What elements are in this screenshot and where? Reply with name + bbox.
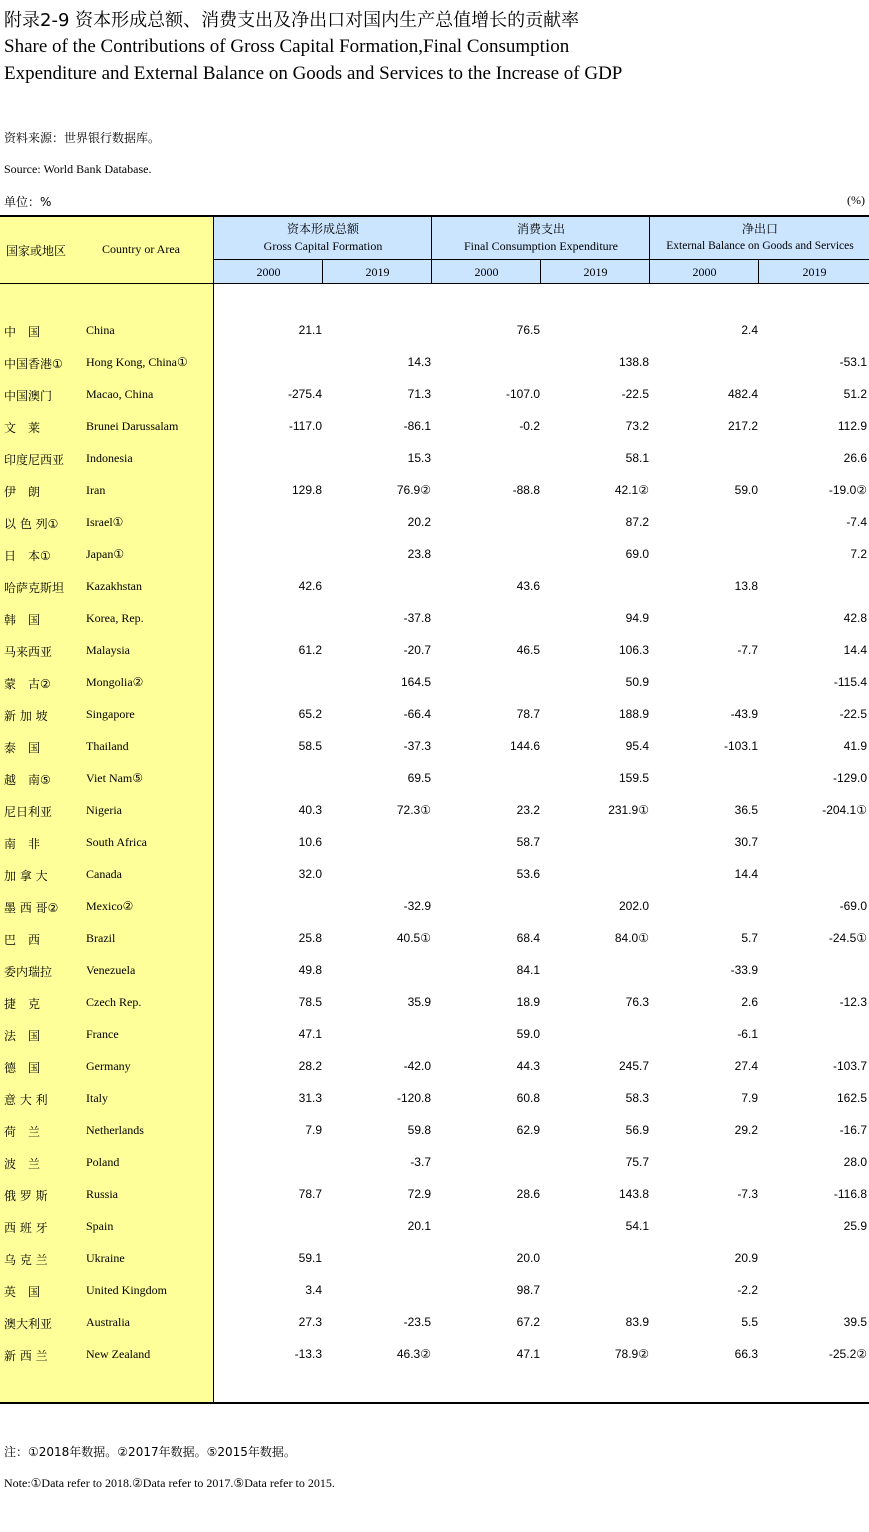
- group-header-consumption: [431, 217, 650, 259]
- year-header: 2000: [649, 259, 759, 284]
- value-cell: -43.9: [730, 707, 758, 721]
- value-cell: 5.7: [741, 931, 758, 945]
- value-cell: 51.2: [843, 387, 867, 401]
- country-name-en: Japan①: [86, 547, 125, 561]
- table-row: [0, 891, 869, 923]
- value-cell: 2.4: [741, 323, 758, 337]
- value-cell: 159.5: [618, 771, 649, 785]
- value-cell: 66.3: [734, 1347, 758, 1361]
- value-cell: 30.7: [734, 835, 758, 849]
- value-cell: -53.1: [839, 355, 867, 369]
- year-header: 2019: [540, 259, 650, 284]
- value-cell: 2.6: [741, 995, 758, 1009]
- value-cell: 144.6: [509, 739, 540, 753]
- value-cell: 129.8: [291, 483, 322, 497]
- group-header-cn: 净出口: [741, 222, 778, 236]
- value-cell: -2.2: [737, 1283, 758, 1297]
- value-cell: 35.9: [407, 995, 431, 1009]
- country-name-en: Kazakhstan: [86, 579, 142, 593]
- value-cell: 15.3: [407, 451, 431, 465]
- country-name-en: Israel①: [86, 515, 124, 529]
- value-cell: 71.3: [407, 387, 431, 401]
- table-bottom-rule: [0, 1402, 869, 1404]
- value-cell: 27.4: [734, 1059, 758, 1073]
- value-cell: 42.8: [843, 611, 867, 625]
- value-cell: -23.5: [403, 1315, 431, 1329]
- year-header: 2000: [431, 259, 541, 284]
- value-cell: -129.0: [832, 771, 867, 785]
- country-name-en: Korea, Rep.: [86, 611, 144, 625]
- title-en-line2: Expenditure and External Balance on Goods and Services to the Increase of GDP: [4, 63, 623, 84]
- table-row: [0, 1083, 869, 1115]
- country-name-cn: 新 加 坡: [4, 709, 48, 723]
- country-name-cn: 南 非: [4, 837, 41, 851]
- country-name-en: Iran: [86, 483, 106, 497]
- value-cell: 14.3: [407, 355, 431, 369]
- value-cell: 40.3: [298, 803, 322, 817]
- value-cell: -69.0: [839, 899, 867, 913]
- value-cell: 69.0: [625, 547, 649, 561]
- value-cell: 14.4: [843, 643, 867, 657]
- value-cell: 41.9: [843, 739, 867, 753]
- value-cell: -116.8: [833, 1187, 867, 1201]
- value-cell: 58.7: [516, 835, 540, 849]
- country-name-en: Spain: [86, 1219, 114, 1233]
- note-cn: 注：①2018年数据。②2017年数据。⑤2015年数据。: [4, 1445, 296, 1459]
- country-name-en: South Africa: [86, 835, 147, 849]
- value-cell: 20.0: [516, 1251, 540, 1265]
- country-header-en: Country or Area: [102, 242, 180, 256]
- country-name-en: Czech Rep.: [86, 995, 142, 1009]
- value-cell: 10.6: [298, 835, 322, 849]
- table-row: [0, 1243, 869, 1275]
- table-row: [0, 667, 869, 699]
- value-cell: -33.9: [730, 963, 758, 977]
- value-cell: -22.5: [621, 387, 649, 401]
- group-header-en: Final Consumption Expenditure: [464, 239, 618, 253]
- country-name-en: Nigeria: [86, 803, 122, 817]
- value-cell: -107.0: [505, 387, 540, 401]
- value-cell: 84.0①: [614, 931, 649, 945]
- country-name-en: Mongolia②: [86, 675, 144, 689]
- country-name-cn: 泰 国: [4, 741, 41, 755]
- group-header-cn: 资本形成总额: [286, 222, 359, 236]
- value-cell: -7.3: [737, 1187, 758, 1201]
- value-cell: 59.8: [407, 1123, 431, 1137]
- value-cell: 72.9: [407, 1187, 431, 1201]
- value-cell: -16.7: [839, 1123, 867, 1137]
- country-name-en: Brazil: [86, 931, 116, 945]
- value-cell: -275.4: [287, 387, 322, 401]
- value-cell: 73.2: [625, 419, 649, 433]
- value-cell: 5.5: [741, 1315, 758, 1329]
- country-name-en: Brunei Darussalam: [86, 419, 179, 433]
- year-header: 2019: [758, 259, 869, 284]
- value-cell: 50.9: [625, 675, 649, 689]
- country-name-cn: 马来西亚: [4, 645, 53, 659]
- table-row: [0, 347, 869, 379]
- value-cell: 58.3: [625, 1091, 649, 1105]
- table-row: [0, 315, 869, 347]
- value-cell: 78.7: [516, 707, 540, 721]
- country-name-en: Venezuela: [86, 963, 136, 977]
- value-cell: -37.3: [403, 739, 431, 753]
- country-name-cn: 巴 西: [4, 933, 41, 947]
- value-cell: 47.1: [298, 1027, 322, 1041]
- value-cell: 46.5: [516, 643, 540, 657]
- table-row: [0, 859, 869, 891]
- table-row: [0, 603, 869, 635]
- value-cell: 53.6: [516, 867, 540, 881]
- group-header-cn: 消费支出: [516, 222, 565, 236]
- title-cn: 附录2-9 资本形成总额、消费支出及净出口对国内生产总值增长的贡献率: [4, 10, 580, 31]
- value-cell: -20.7: [403, 643, 431, 657]
- country-name-en: Indonesia: [86, 451, 133, 465]
- country-name-cn: 德 国: [4, 1061, 41, 1075]
- country-name-en: Viet Nam⑤: [86, 771, 144, 785]
- value-cell: 32.0: [298, 867, 322, 881]
- value-cell: 76.5: [516, 323, 540, 337]
- country-name-cn: 文 莱: [4, 421, 41, 435]
- value-cell: 58.5: [298, 739, 322, 753]
- value-cell: 25.9: [843, 1219, 867, 1233]
- value-cell: 61.2: [298, 643, 322, 657]
- country-name-en: Canada: [86, 867, 122, 881]
- value-cell: 58.1: [625, 451, 649, 465]
- country-name-cn: 韩 国: [4, 613, 41, 627]
- value-cell: -204.1①: [822, 803, 867, 817]
- value-cell: 27.3: [298, 1315, 322, 1329]
- value-cell: -0.2: [519, 419, 540, 433]
- unit-en: (%): [847, 193, 865, 207]
- value-cell: 43.6: [516, 579, 540, 593]
- table-row: [0, 923, 869, 955]
- country-name-en: Poland: [86, 1155, 120, 1169]
- value-cell: 14.4: [734, 867, 758, 881]
- value-cell: -13.3: [294, 1347, 322, 1361]
- value-cell: 20.2: [407, 515, 431, 529]
- value-cell: 84.1: [516, 963, 540, 977]
- table-row: [0, 731, 869, 763]
- value-cell: 59.0: [734, 483, 758, 497]
- header-bottom-rule: [0, 283, 869, 284]
- country-name-cn: 以 色 列①: [4, 517, 59, 531]
- value-cell: 62.9: [516, 1123, 540, 1137]
- country-name-cn: 乌 克 兰: [4, 1253, 48, 1267]
- source-en: Source: World Bank Database.: [4, 162, 152, 176]
- country-name-cn: 荷 兰: [4, 1125, 41, 1139]
- value-cell: 47.1: [516, 1347, 540, 1361]
- country-name-cn: 印度尼西亚: [4, 453, 65, 467]
- country-name-cn: 波 兰: [4, 1157, 41, 1171]
- country-name-en: Malaysia: [86, 643, 130, 657]
- value-cell: 78.9②: [614, 1347, 649, 1361]
- value-cell: 28.0: [843, 1155, 867, 1169]
- country-name-en: Ukraine: [86, 1251, 125, 1265]
- value-cell: 95.4: [625, 739, 649, 753]
- value-cell: 67.2: [516, 1315, 540, 1329]
- country-name-cn: 委内瑞拉: [4, 965, 53, 979]
- group-header-capital: [213, 217, 432, 259]
- table-row: [0, 1147, 869, 1179]
- country-name-cn: 日 本①: [4, 549, 51, 563]
- value-cell: 59.1: [298, 1251, 322, 1265]
- table-row: [0, 1115, 869, 1147]
- country-name-en: China: [86, 323, 115, 337]
- country-header-cn: 国家或地区: [6, 244, 67, 258]
- table-row: [0, 475, 869, 507]
- value-cell: 54.1: [625, 1219, 649, 1233]
- country-name-en: Germany: [86, 1059, 131, 1073]
- value-cell: 40.5①: [396, 931, 431, 945]
- value-cell: 7.9: [741, 1091, 758, 1105]
- country-name-cn: 捷 克: [4, 997, 41, 1011]
- value-cell: 68.4: [516, 931, 540, 945]
- table-row: [0, 379, 869, 411]
- value-cell: -103.7: [832, 1059, 867, 1073]
- country-name-cn: 加 拿 大: [4, 869, 48, 883]
- value-cell: 76.3: [625, 995, 649, 1009]
- country-name-cn: 西 班 牙: [4, 1221, 48, 1235]
- table-row: [0, 635, 869, 667]
- table-row: [0, 411, 869, 443]
- value-cell: 188.9: [618, 707, 649, 721]
- value-cell: 18.9: [516, 995, 540, 1009]
- value-cell: 7.2: [850, 547, 867, 561]
- country-name-en: France: [86, 1027, 119, 1041]
- value-cell: 20.1: [407, 1219, 431, 1233]
- table-row: [0, 507, 869, 539]
- value-cell: -115.4: [833, 675, 867, 689]
- value-cell: -25.2②: [828, 1347, 867, 1361]
- value-cell: 83.9: [625, 1315, 649, 1329]
- table-row: [0, 1307, 869, 1339]
- value-cell: 26.6: [843, 451, 867, 465]
- value-cell: 56.9: [625, 1123, 649, 1137]
- country-name-cn: 中国澳门: [4, 389, 53, 403]
- value-cell: 217.2: [727, 419, 758, 433]
- value-cell: 31.3: [298, 1091, 322, 1105]
- value-cell: -24.5①: [828, 931, 867, 945]
- year-header: 2000: [213, 259, 323, 284]
- value-cell: -19.0②: [828, 483, 867, 497]
- value-cell: -42.0: [403, 1059, 431, 1073]
- value-cell: 13.8: [734, 579, 758, 593]
- country-name-en: United Kingdom: [86, 1283, 167, 1297]
- value-cell: 42.1②: [614, 483, 649, 497]
- table-row: [0, 763, 869, 795]
- table-row: [0, 987, 869, 1019]
- country-name-en: Italy: [86, 1091, 108, 1105]
- note-en: Note:①Data refer to 2018.②Data refer to 2017.⑤Data refer to 2015.: [4, 1476, 335, 1490]
- value-cell: 21.1: [298, 323, 322, 337]
- value-cell: 78.7: [298, 1187, 322, 1201]
- value-cell: -86.1: [403, 419, 431, 433]
- value-cell: 23.8: [407, 547, 431, 561]
- country-name-cn: 伊 朗: [4, 485, 41, 499]
- value-cell: 23.2: [516, 803, 540, 817]
- table-row: [0, 1051, 869, 1083]
- value-cell: -88.8: [512, 483, 540, 497]
- value-cell: -37.8: [403, 611, 431, 625]
- table-row: [0, 795, 869, 827]
- value-cell: 28.6: [516, 1187, 540, 1201]
- country-name-en: Thailand: [86, 739, 129, 753]
- country-name-cn: 哈萨克斯坦: [4, 581, 65, 595]
- value-cell: 29.2: [734, 1123, 758, 1137]
- value-cell: 36.5: [734, 803, 758, 817]
- value-cell: 25.8: [298, 931, 322, 945]
- value-cell: 202.0: [618, 899, 649, 913]
- value-cell: -22.5: [839, 707, 867, 721]
- country-name-en: Macao, China: [86, 387, 154, 401]
- value-cell: 72.3①: [396, 803, 431, 817]
- value-cell: 7.9: [305, 1123, 322, 1137]
- value-cell: 75.7: [625, 1155, 649, 1169]
- table-row: [0, 1275, 869, 1307]
- value-cell: -103.1: [723, 739, 758, 753]
- value-cell: 164.5: [400, 675, 431, 689]
- value-cell: 231.9①: [608, 803, 649, 817]
- value-cell: 20.9: [734, 1251, 758, 1265]
- value-cell: 65.2: [298, 707, 322, 721]
- value-cell: 44.3: [516, 1059, 540, 1073]
- value-cell: 245.7: [618, 1059, 649, 1073]
- country-name-cn: 意 大 利: [4, 1093, 48, 1107]
- group-header-en: Gross Capital Formation: [263, 239, 383, 253]
- country-name-en: Russia: [86, 1187, 119, 1201]
- group-header-en: External Balance on Goods and Services: [666, 240, 854, 252]
- value-cell: 94.9: [625, 611, 649, 625]
- country-name-cn: 中 国: [4, 325, 41, 339]
- value-cell: -120.8: [396, 1091, 431, 1105]
- country-name-en: Hong Kong, China①: [86, 355, 188, 369]
- table-row: [0, 1339, 869, 1371]
- country-name-cn: 尼日利亚: [4, 805, 53, 819]
- value-cell: 28.2: [298, 1059, 322, 1073]
- country-name-cn: 墨 西 哥②: [4, 901, 59, 915]
- table-row: [0, 1179, 869, 1211]
- value-cell: 482.4: [727, 387, 758, 401]
- country-name-en: Netherlands: [86, 1123, 144, 1137]
- value-cell: -117.0: [288, 419, 322, 433]
- value-cell: 98.7: [516, 1283, 540, 1297]
- table-row: [0, 827, 869, 859]
- group-header-external: [649, 217, 869, 259]
- value-cell: 76.9②: [396, 483, 431, 497]
- country-name-cn: 中国香港①: [4, 357, 63, 371]
- value-cell: 46.3②: [396, 1347, 431, 1361]
- unit-cn: 单位：%: [4, 195, 52, 209]
- value-cell: 112.9: [837, 419, 867, 433]
- title-en-line1: Share of the Contributions of Gross Capital Formation,Final Consumption: [4, 36, 570, 57]
- table-row: [0, 539, 869, 571]
- value-cell: -32.9: [403, 899, 431, 913]
- value-cell: -7.4: [846, 515, 867, 529]
- value-cell: 78.5: [298, 995, 322, 1009]
- value-cell: 138.8: [618, 355, 649, 369]
- value-cell: 69.5: [407, 771, 431, 785]
- table-row: [0, 955, 869, 987]
- value-cell: -6.1: [737, 1027, 758, 1041]
- country-name-en: Australia: [86, 1315, 130, 1329]
- country-name-cn: 澳大利亚: [4, 1317, 53, 1331]
- year-header: 2019: [322, 259, 432, 284]
- value-cell: 3.4: [305, 1283, 322, 1297]
- table-row: [0, 571, 869, 603]
- country-name-cn: 法 国: [4, 1029, 41, 1043]
- value-cell: 162.5: [836, 1091, 867, 1105]
- table-row: [0, 1019, 869, 1051]
- country-name-cn: 蒙 古②: [4, 677, 51, 691]
- value-cell: 106.3: [618, 643, 649, 657]
- value-cell: -66.4: [403, 707, 431, 721]
- table-row: [0, 699, 869, 731]
- table-row: [0, 1211, 869, 1243]
- country-name-cn: 俄 罗 斯: [4, 1189, 48, 1203]
- value-cell: 60.8: [516, 1091, 540, 1105]
- value-cell: 87.2: [625, 515, 649, 529]
- value-cell: -12.3: [839, 995, 867, 1009]
- country-name-cn: 越 南⑤: [4, 773, 51, 787]
- value-cell: -3.7: [410, 1155, 431, 1169]
- country-name-cn: 新 西 兰: [4, 1349, 48, 1363]
- country-name-en: Singapore: [86, 707, 135, 721]
- value-cell: -7.7: [737, 643, 758, 657]
- value-cell: 59.0: [516, 1027, 540, 1041]
- value-cell: 49.8: [298, 963, 322, 977]
- value-cell: 143.8: [618, 1187, 649, 1201]
- value-cell: 39.5: [843, 1315, 867, 1329]
- country-name-en: Mexico②: [86, 899, 134, 913]
- value-cell: 42.6: [298, 579, 322, 593]
- country-name-en: New Zealand: [86, 1347, 151, 1361]
- table-row: [0, 443, 869, 475]
- country-name-cn: 英 国: [4, 1285, 41, 1299]
- source-cn: 资料来源：世界银行数据库。: [4, 131, 161, 145]
